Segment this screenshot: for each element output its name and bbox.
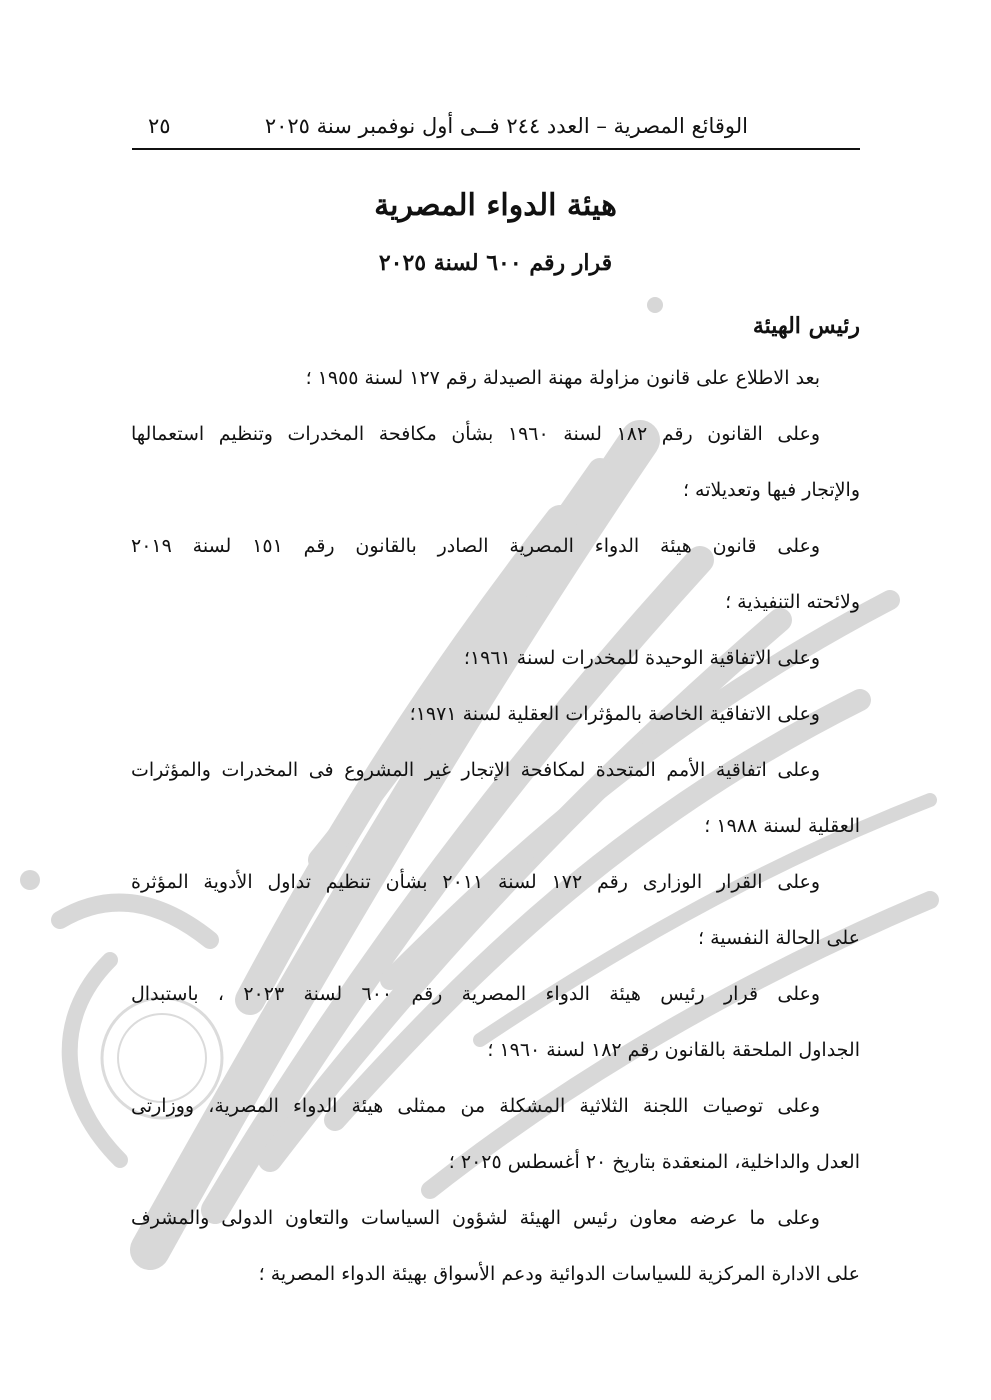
- preamble-line: وعلى القانون رقم ١٨٢ لسنة ١٩٦٠ بشأن مكافحة المخدرات وتنظيم استعمالها: [131, 423, 820, 445]
- page-number: ٢٥: [148, 114, 171, 138]
- page-header: [132, 112, 860, 150]
- preamble-line: وعلى الاتفاقية الخاصة بالمؤثرات العقلية لسنة ١٩٧١؛: [409, 703, 820, 725]
- gazette-header-title: الوقائع المصرية – العدد ٢٤٤ فــى أول نوفمبر سنة ٢٠٢٥: [264, 114, 748, 138]
- preamble-line: الجداول الملحقة بالقانون رقم ١٨٢ لسنة ١٩٦٠ ؛: [487, 1039, 860, 1061]
- chairman-heading: رئيس الهيئة: [752, 313, 860, 339]
- preamble-line: العدل والداخلية، المنعقدة بتاريخ ٢٠ أغسطس ٢٠٢٥ ؛: [448, 1151, 860, 1173]
- preamble-line: على الحالة النفسية ؛: [697, 927, 860, 949]
- preamble-line: وعلى القرار الوزارى رقم ١٧٢ لسنة ٢٠١١ بشأن تنظيم تداول الأدوية المؤثرة: [131, 871, 820, 893]
- preamble-line: ولائحته التنفيذية ؛: [725, 591, 860, 613]
- preamble-line: بعد الاطلاع على قانون مزاولة مهنة الصيدلة رقم ١٢٧ لسنة ١٩٥٥ ؛: [305, 367, 820, 389]
- authority-title: هيئة الدواء المصرية: [374, 188, 617, 223]
- decree-title: قرار رقم ٦٠٠ لسنة ٢٠٢٥: [378, 250, 613, 276]
- preamble-line: وعلى ما عرضه معاون رئيس الهيئة لشؤون السياسات والتعاون الدولى والمشرف: [131, 1207, 820, 1229]
- preamble-line: وعلى قانون هيئة الدواء المصرية الصادر بالقانون رقم ١٥١ لسنة ٢٠١٩: [131, 535, 820, 557]
- preamble-line: على الادارة المركزية للسياسات الدوائية ودعم الأسواق بهيئة الدواء المصرية ؛: [258, 1263, 860, 1285]
- preamble-line: وعلى توصيات اللجنة الثلاثية المشكلة من ممثلى هيئة الدواء المصرية، ووزارتى: [131, 1095, 820, 1117]
- preamble-line: والإتجار فيها وتعديلاته ؛: [682, 479, 860, 501]
- preamble-line: العقلية لسنة ١٩٨٨ ؛: [704, 815, 860, 837]
- preamble-line: وعلى اتفاقية الأمم المتحدة لمكافحة الإتجار غير المشروع فى المخدرات والمؤثرات: [131, 759, 820, 781]
- preamble-line: وعلى الاتفاقية الوحيدة للمخدرات لسنة ١٩٦١؛: [463, 647, 820, 669]
- preamble-line: وعلى قرار رئيس هيئة الدواء المصرية رقم ٦٠٠ لسنة ٢٠٢٣ ، باستبدال: [131, 983, 820, 1005]
